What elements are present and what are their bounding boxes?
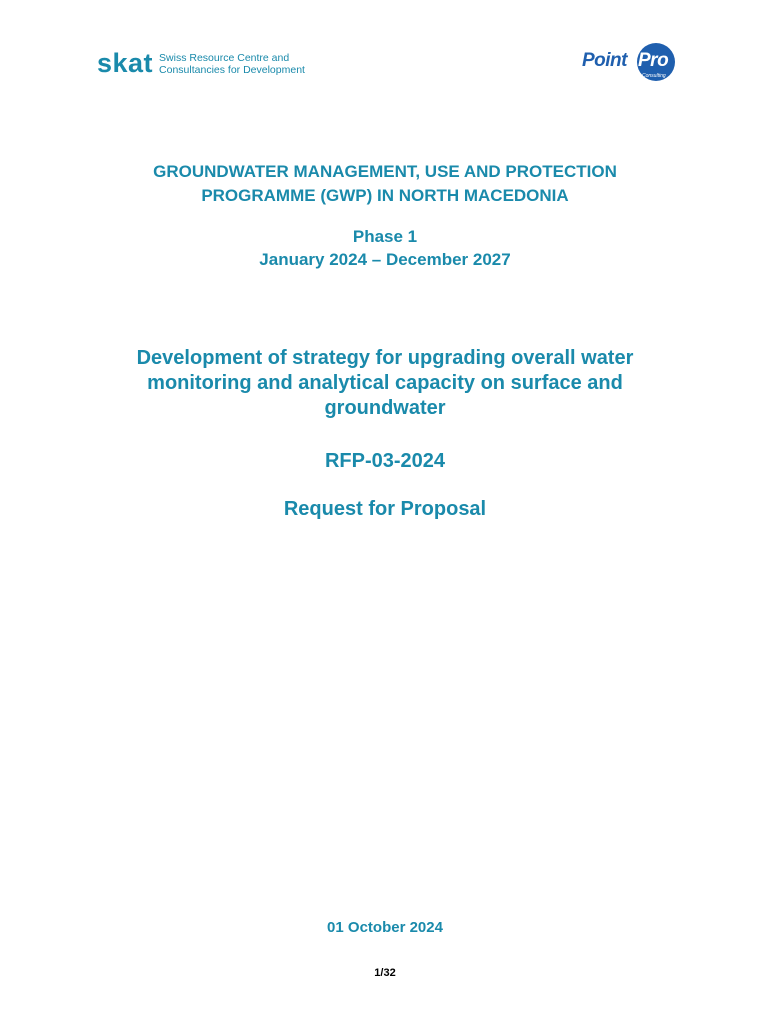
document-type: Request for Proposal <box>283 498 487 520</box>
phase-block <box>0 225 770 271</box>
assignment-title-line3: groundwater <box>324 397 446 419</box>
document-date: 01 October 2024 <box>327 919 443 936</box>
phase-label: Phase 1 <box>352 227 418 246</box>
pointpro-logo <box>580 42 680 86</box>
skat-tagline-line1: Swiss Resource Centre and <box>159 51 290 64</box>
programme-title-line2: PROGRAMME (GWP) IN NORTH MACEDONIA <box>201 186 569 205</box>
skat-logo-word: skat <box>97 48 154 78</box>
pointpro-logo-word-pro: Pro <box>638 50 669 71</box>
programme-title <box>0 160 770 208</box>
assignment-title-line1: Development of strategy for upgrading overall water <box>136 347 634 369</box>
skat-tagline-line2: Consultancies for Development <box>159 63 305 76</box>
assignment-title-line2: monitoring and analytical capacity on surface and <box>147 372 623 394</box>
skat-logo <box>97 50 305 77</box>
programme-title-line1: GROUNDWATER MANAGEMENT, USE AND PROTECTION <box>153 162 617 181</box>
assignment-title <box>0 346 770 421</box>
rfp-number: RFP-03-2024 <box>324 450 446 472</box>
pointpro-logo-word-point: Point <box>582 50 627 71</box>
pointpro-logo-subtitle: Consulting <box>642 73 666 79</box>
skat-logo-tagline <box>159 52 305 76</box>
page-number: 1/32 <box>374 967 396 979</box>
phase-period: January 2024 – December 2027 <box>259 250 511 269</box>
